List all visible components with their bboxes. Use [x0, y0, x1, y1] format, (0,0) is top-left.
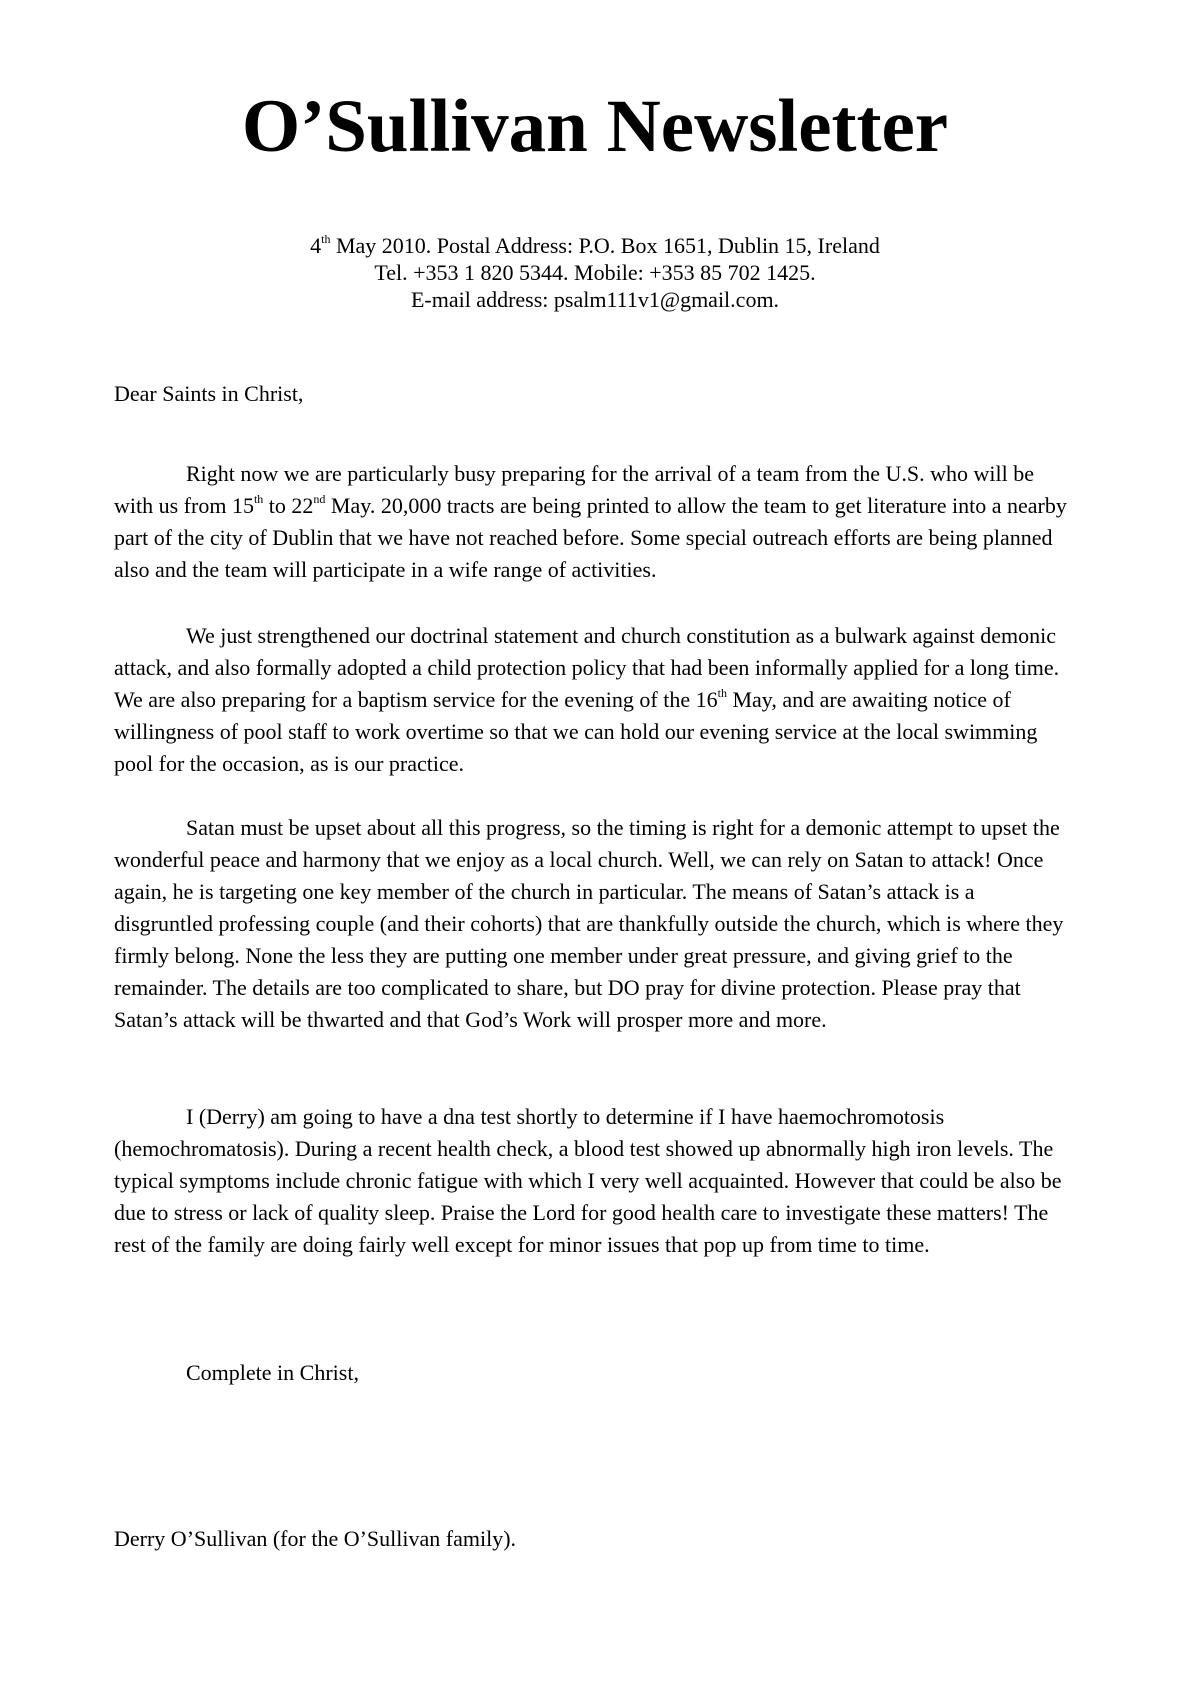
closing-salutation: Complete in Christ, — [186, 1360, 359, 1385]
address-text: May 2010. Postal Address: P.O. Box 1651, Dublin 15, Ireland — [330, 233, 880, 258]
signature: Derry O’Sullivan (for the O’Sullivan family). — [114, 1526, 517, 1551]
paragraph-health-update: I (Derry) am going to have a dna test shortly to determine if I have haemochromotosis (hemochromatosis). During a recent health check, a blood test showed up abnormally high iron levels. The typical symptoms include chronic fatigue with which I very well acquainted. However that could be also be due to stress or lack of quality sleep. Praise the Lord for good health care to investigate these matters! The rest of the family are doing fairly well except for minor issues that pop up from time to time. — [114, 1104, 1062, 1257]
contact-header — [0, 232, 1190, 313]
ordinal-suffix: th — [253, 491, 264, 506]
greeting: Dear Saints in Christ, — [114, 381, 304, 406]
ordinal-suffix: th — [717, 685, 727, 700]
paragraph2-part1: We just strengthened our doctrinal statement and church constitution as a bulwark against demonic attack, and also formally adopted a child protection policy that had been informally applied for a long time. We are also preparing for a baptism service for the evening of the 16 — [114, 623, 1060, 712]
newsletter-title: O’Sullivan Newsletter — [241, 85, 949, 168]
paragraph1-part1: Right now we are particularly busy preparing for the arrival of a team from the U.S. who will be with us from 15 — [114, 461, 1034, 518]
date-address-line — [0, 232, 1190, 259]
paragraph1-part3: May. 20,000 tracts are being printed to allow the team to get literature into a nearby part of the city of Dublin that we have not reached before. Some special outreach efforts are being planned also and the team will participate in a wife range of activities. — [114, 493, 1067, 582]
paragraph-doctrinal-statement — [114, 620, 1074, 780]
paragraph2-part2: May, and are awaiting notice of willingness of pool staff to work overtime so that we can hold our evening service at the local swimming pool for the occasion, as is our practice. — [114, 687, 1038, 776]
ordinal-suffix: nd — [313, 491, 326, 506]
paragraph-team-arrival — [114, 458, 1074, 586]
paragraph1-part2: to 22 — [263, 493, 314, 518]
phone-line: Tel. +353 1 820 5344. Mobile: +353 85 702 1425. — [374, 260, 816, 285]
date-suffix: th — [321, 231, 331, 246]
date-day: 4 — [310, 233, 322, 258]
email-line: E-mail address: psalm111v1@gmail.com. — [410, 287, 780, 312]
paragraph-satan-attack: Satan must be upset about all this progress, so the timing is right for a demonic attempt to upset the wonderful peace and harmony that we enjoy as a local church. Well, we can rely on Satan to attack! Once again, he is targeting one key member of the church in particular. The means of Satan’s attack is a disgruntled professing couple (and their cohorts) that are thankfully outside the church, which is where they firmly belong. None the less they are putting one member under great pressure, and giving grief to the remainder. The details are too complicated to share, but DO pray for divine protection. Please pray that Satan’s attack will be thwarted and that God’s Work will prosper more and more. — [114, 815, 1064, 1032]
